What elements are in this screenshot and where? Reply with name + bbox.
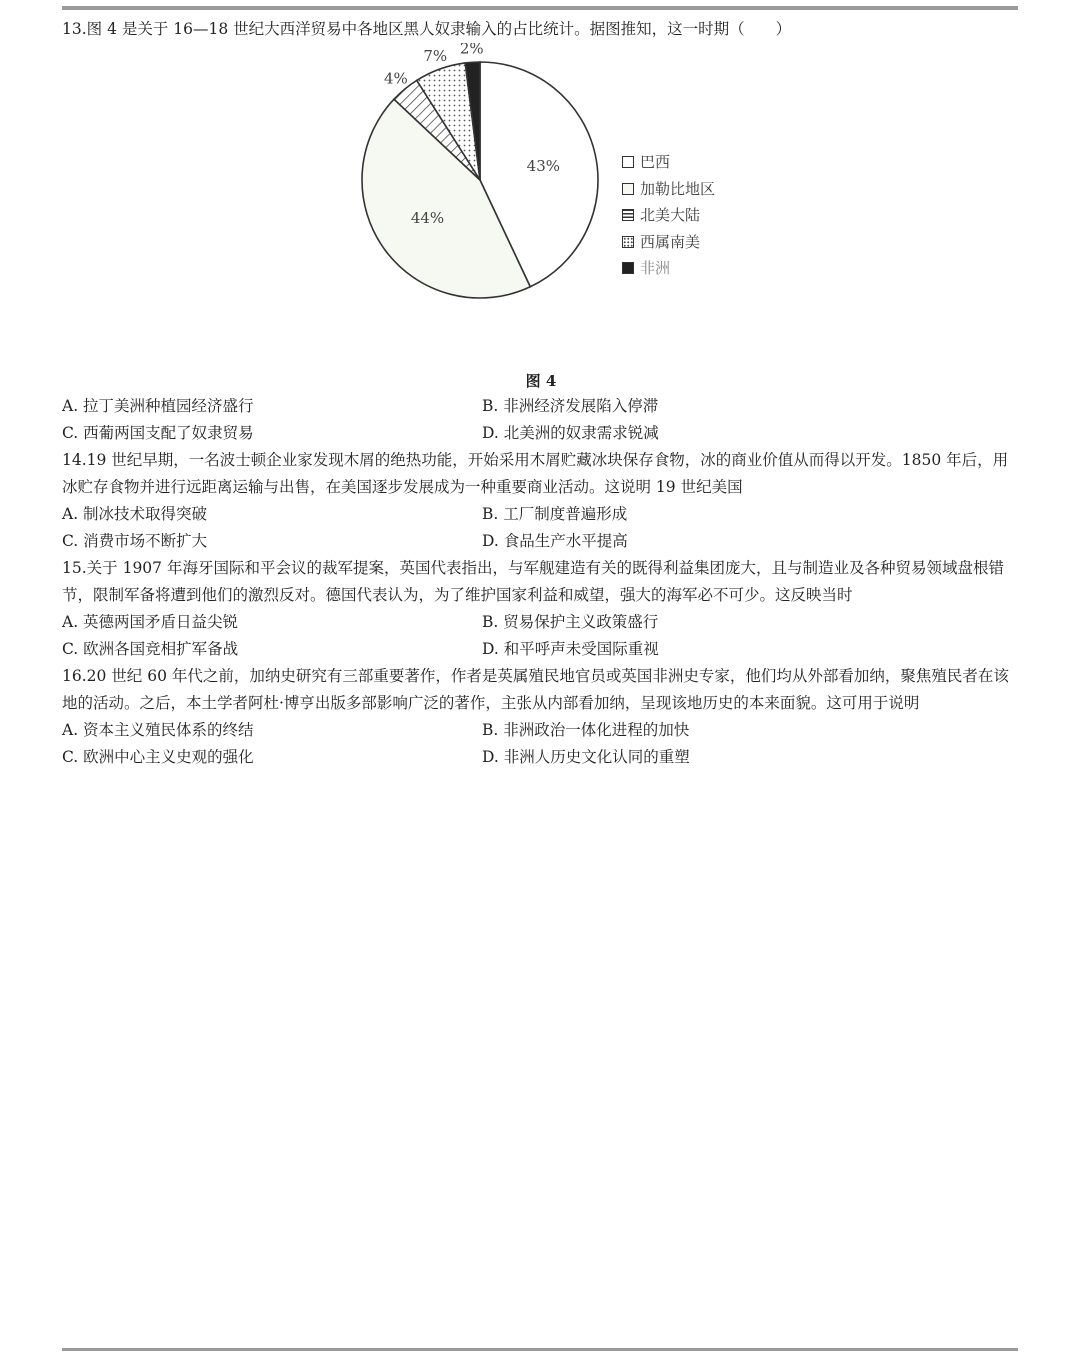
option-d[interactable]: D. 和平呼声未受国际重视 <box>482 640 659 658</box>
top-rule <box>62 6 1018 10</box>
option-b[interactable]: B. 非洲经济发展陷入停滞 <box>482 397 659 415</box>
option-b[interactable]: B. 工厂制度普遍形成 <box>482 505 628 523</box>
legend-item-north-america <box>622 202 715 229</box>
slice-label-0: 43% <box>526 156 561 175</box>
option-a[interactable]: A. 拉丁美洲种植园经济盛行 <box>62 397 254 415</box>
option-c[interactable]: C. 消费市场不断扩大 <box>62 532 208 550</box>
question-13-stem: 13.图 4 是关于 16—18 世纪大西洋贸易中各地区黑人奴隶输入的占比统计。据图推知，这一时期（ ） <box>62 20 792 38</box>
legend-item-spanish-south-america <box>622 229 715 256</box>
legend-swatch-light <box>622 183 634 195</box>
legend-item-africa <box>622 255 715 282</box>
option-d[interactable]: D. 食品生产水平提高 <box>482 532 628 550</box>
legend-label: 非洲 <box>640 259 671 277</box>
legend-swatch-hatch <box>622 209 634 221</box>
figure-caption: 图 4 <box>525 372 557 390</box>
option-c[interactable]: C. 西葡两国支配了奴隶贸易 <box>62 424 254 442</box>
legend-label: 加勒比地区 <box>640 179 716 198</box>
option-c[interactable]: C. 欧洲各国竞相扩军备战 <box>62 640 239 658</box>
legend-label: 巴西 <box>640 153 671 171</box>
option-d[interactable]: D. 北美洲的奴隶需求锐减 <box>482 424 659 442</box>
question-16-options <box>62 717 1020 771</box>
legend-label: 西属南美 <box>640 232 701 251</box>
legend-item-caribbean <box>622 176 715 203</box>
legend-swatch-white <box>622 156 634 168</box>
question-15-options <box>62 609 1020 663</box>
option-a[interactable]: A. 制冰技术取得突破 <box>62 505 208 523</box>
slice-label-3: 7% <box>423 46 448 65</box>
question-13-options <box>62 393 1020 447</box>
question-14-stem: 14.19 世纪早期，一名波士顿企业家发现木屑的绝热功能，开始采用木屑贮藏冰块保存食物，冰的商业价值从而得以开发。1850 年后，用冰贮存食物并进行远距离运输与出售，在美国逐步发展成为一种重要商业活动。这说明 19 世纪美国 <box>62 451 1009 496</box>
chart-legend <box>622 149 715 282</box>
question-15-stem: 15.关于 1907 年海牙国际和平会议的裁军提案，英国代表指出，与军舰建造有关的既得利益集团庞大，且与制造业及各种贸易领域盘根错节，限制军备将遭到他们的激烈反对。德国代表认为，为了维护国家利益和威望，强大的海军必不可少。这反映当时 <box>62 559 1004 604</box>
option-d[interactable]: D. 非洲人历史文化认同的重塑 <box>482 748 690 766</box>
option-c[interactable]: C. 欧洲中心主义史观的强化 <box>62 748 254 766</box>
exam-content <box>62 16 1020 771</box>
question-16-stem: 16.20 世纪 60 年代之前，加纳史研究有三部重要著作，作者是英属殖民地官员或英国非洲史专家，他们均从外部看加纳，聚焦殖民者在该地的活动。之后，本土学者阿杜·博亨出版多部影响广泛的著作，主张从内部看加纳，呈现该地历史的本来面貌。这可用于说明 <box>62 667 1009 712</box>
slice-label-4: 2% <box>459 43 484 58</box>
legend-item-brazil <box>622 149 715 176</box>
legend-swatch-black <box>622 262 634 274</box>
option-b[interactable]: B. 非洲政治一体化进程的加快 <box>482 721 690 739</box>
option-b[interactable]: B. 贸易保护主义政策盛行 <box>482 613 659 631</box>
legend-label: 北美大陆 <box>640 206 701 224</box>
option-a[interactable]: A. 英德两国矛盾日益尖锐 <box>62 613 239 631</box>
bottom-rule <box>62 1348 1018 1351</box>
question-14-options <box>62 501 1020 555</box>
option-a[interactable]: A. 资本主义殖民体系的终结 <box>62 721 254 739</box>
slice-label-2: 4% <box>383 69 408 88</box>
slice-label-1: 44% <box>410 209 445 228</box>
pie-chart <box>342 43 622 361</box>
figure-4 <box>62 43 1020 393</box>
legend-swatch-dots <box>622 236 634 248</box>
